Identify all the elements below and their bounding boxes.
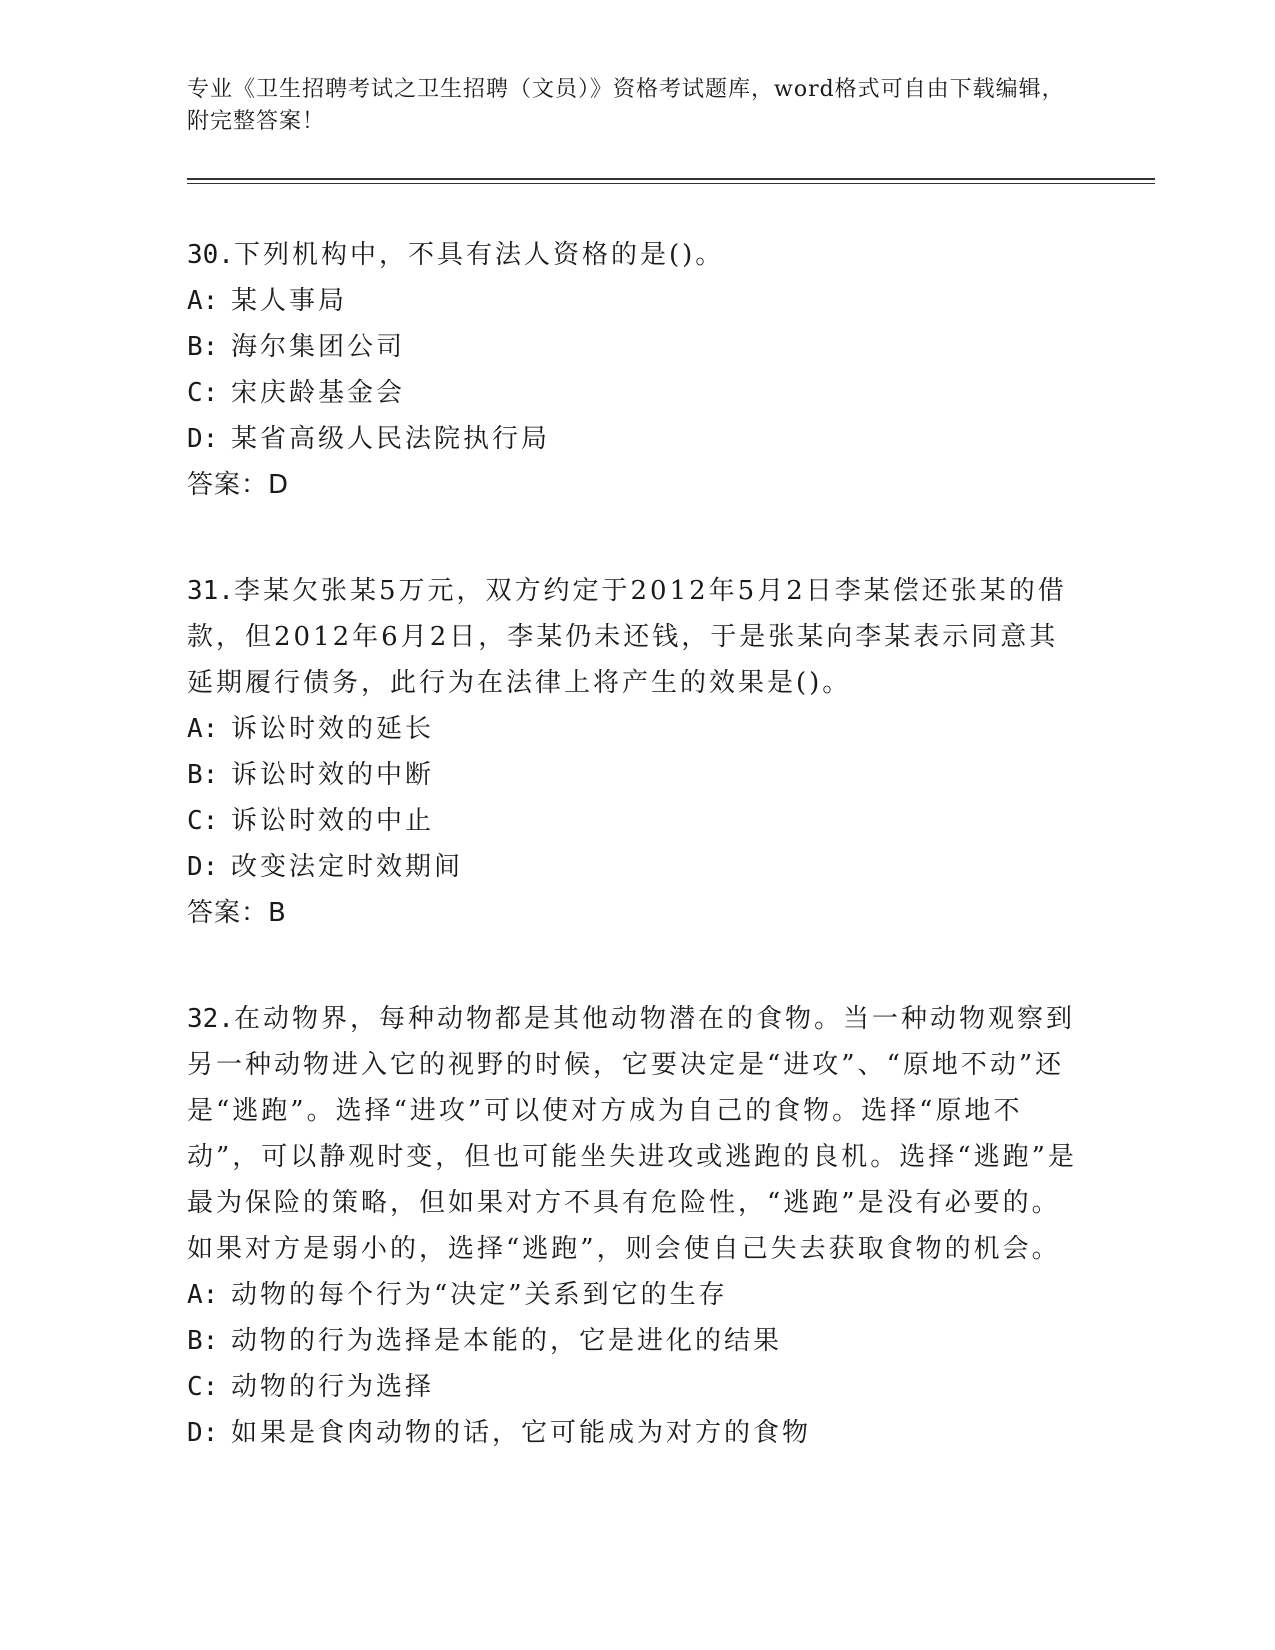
option-text: 动物的行为选择是本能的，它是进化的结果 bbox=[231, 1326, 783, 1356]
option-a bbox=[187, 1272, 1087, 1318]
question-number: 30. bbox=[187, 240, 234, 270]
option-text: 改变法定时效期间 bbox=[231, 852, 464, 882]
option-b bbox=[187, 752, 1087, 798]
question-text: 李某欠张某5万元，双方约定于2012年5月2日李某偿还张某的借款，但2012年6月2日，李某仍未还钱，于是张某向李某表示同意其延期履行债务，此行为在法律上将产生的效果是()。 bbox=[187, 576, 1067, 698]
question-32 bbox=[187, 996, 1087, 1456]
option-d bbox=[187, 1410, 1087, 1456]
question-number: 32. bbox=[187, 1004, 234, 1034]
option-b bbox=[187, 324, 1087, 370]
option-letter: D: bbox=[187, 852, 219, 882]
option-letter: C: bbox=[187, 806, 219, 836]
question-31 bbox=[187, 568, 1087, 936]
header-text: 专业《卫生招聘考试之卫生招聘（文员）》资格考试题库，word格式可自由下载编辑，附完整答案！ bbox=[187, 77, 1065, 134]
option-text: 宋庆龄基金会 bbox=[231, 378, 406, 408]
question-stem bbox=[187, 568, 1087, 706]
option-text: 动物的每个行为“决定”关系到它的生存 bbox=[231, 1280, 728, 1310]
option-text: 诉讼时效的中断 bbox=[231, 760, 435, 790]
option-letter: A: bbox=[187, 1280, 219, 1310]
option-a bbox=[187, 706, 1087, 752]
option-text: 如果是食肉动物的话，它可能成为对方的食物 bbox=[231, 1418, 812, 1448]
option-d bbox=[187, 844, 1087, 890]
option-letter: A: bbox=[187, 714, 219, 744]
answer-line: 答案：B bbox=[187, 898, 287, 928]
question-number: 31. bbox=[187, 576, 234, 606]
option-b bbox=[187, 1318, 1087, 1364]
option-c bbox=[187, 1364, 1087, 1410]
question-list bbox=[187, 232, 1087, 1516]
option-letter: C: bbox=[187, 378, 219, 408]
option-text: 动物的行为选择 bbox=[231, 1372, 435, 1402]
header-divider bbox=[187, 178, 1155, 184]
question-text: 在动物界，每种动物都是其他动物潜在的食物。当一种动物观察到另一种动物进入它的视野的时候，它要决定是“进攻”、“原地不动”还是“逃跑”。选择“进攻”可以使对方成为自己的食物。选择“原地不动”，可以静观时变，但也可能坐失进攻或逃跑的良机。选择“逃跑”是最为保险的策略，但如果对方不具有危险性，“逃跑”是没有必要的。如果对方是弱小的，选择“逃跑”，则会使自己失去获取食物的机会。 bbox=[187, 1004, 1077, 1264]
option-letter: A: bbox=[187, 286, 219, 316]
document-header bbox=[187, 74, 1087, 138]
option-text: 某省高级人民法院执行局 bbox=[231, 424, 551, 454]
option-text: 某人事局 bbox=[231, 286, 348, 316]
question-stem bbox=[187, 232, 1087, 278]
option-letter: D: bbox=[187, 424, 219, 454]
option-text: 海尔集团公司 bbox=[231, 332, 406, 362]
answer-line: 答案：D bbox=[187, 470, 290, 500]
option-c bbox=[187, 798, 1087, 844]
question-stem bbox=[187, 996, 1087, 1272]
option-letter: C: bbox=[187, 1372, 219, 1402]
option-c bbox=[187, 370, 1087, 416]
question-text: 下列机构中，不具有法人资格的是()。 bbox=[233, 240, 725, 270]
option-letter: D: bbox=[187, 1418, 219, 1448]
option-letter: B: bbox=[187, 1326, 219, 1356]
question-30 bbox=[187, 232, 1087, 508]
option-text: 诉讼时效的延长 bbox=[231, 714, 435, 744]
option-letter: B: bbox=[187, 760, 219, 790]
option-letter: B: bbox=[187, 332, 219, 362]
option-a bbox=[187, 278, 1087, 324]
option-d bbox=[187, 416, 1087, 462]
option-text: 诉讼时效的中止 bbox=[231, 806, 435, 836]
